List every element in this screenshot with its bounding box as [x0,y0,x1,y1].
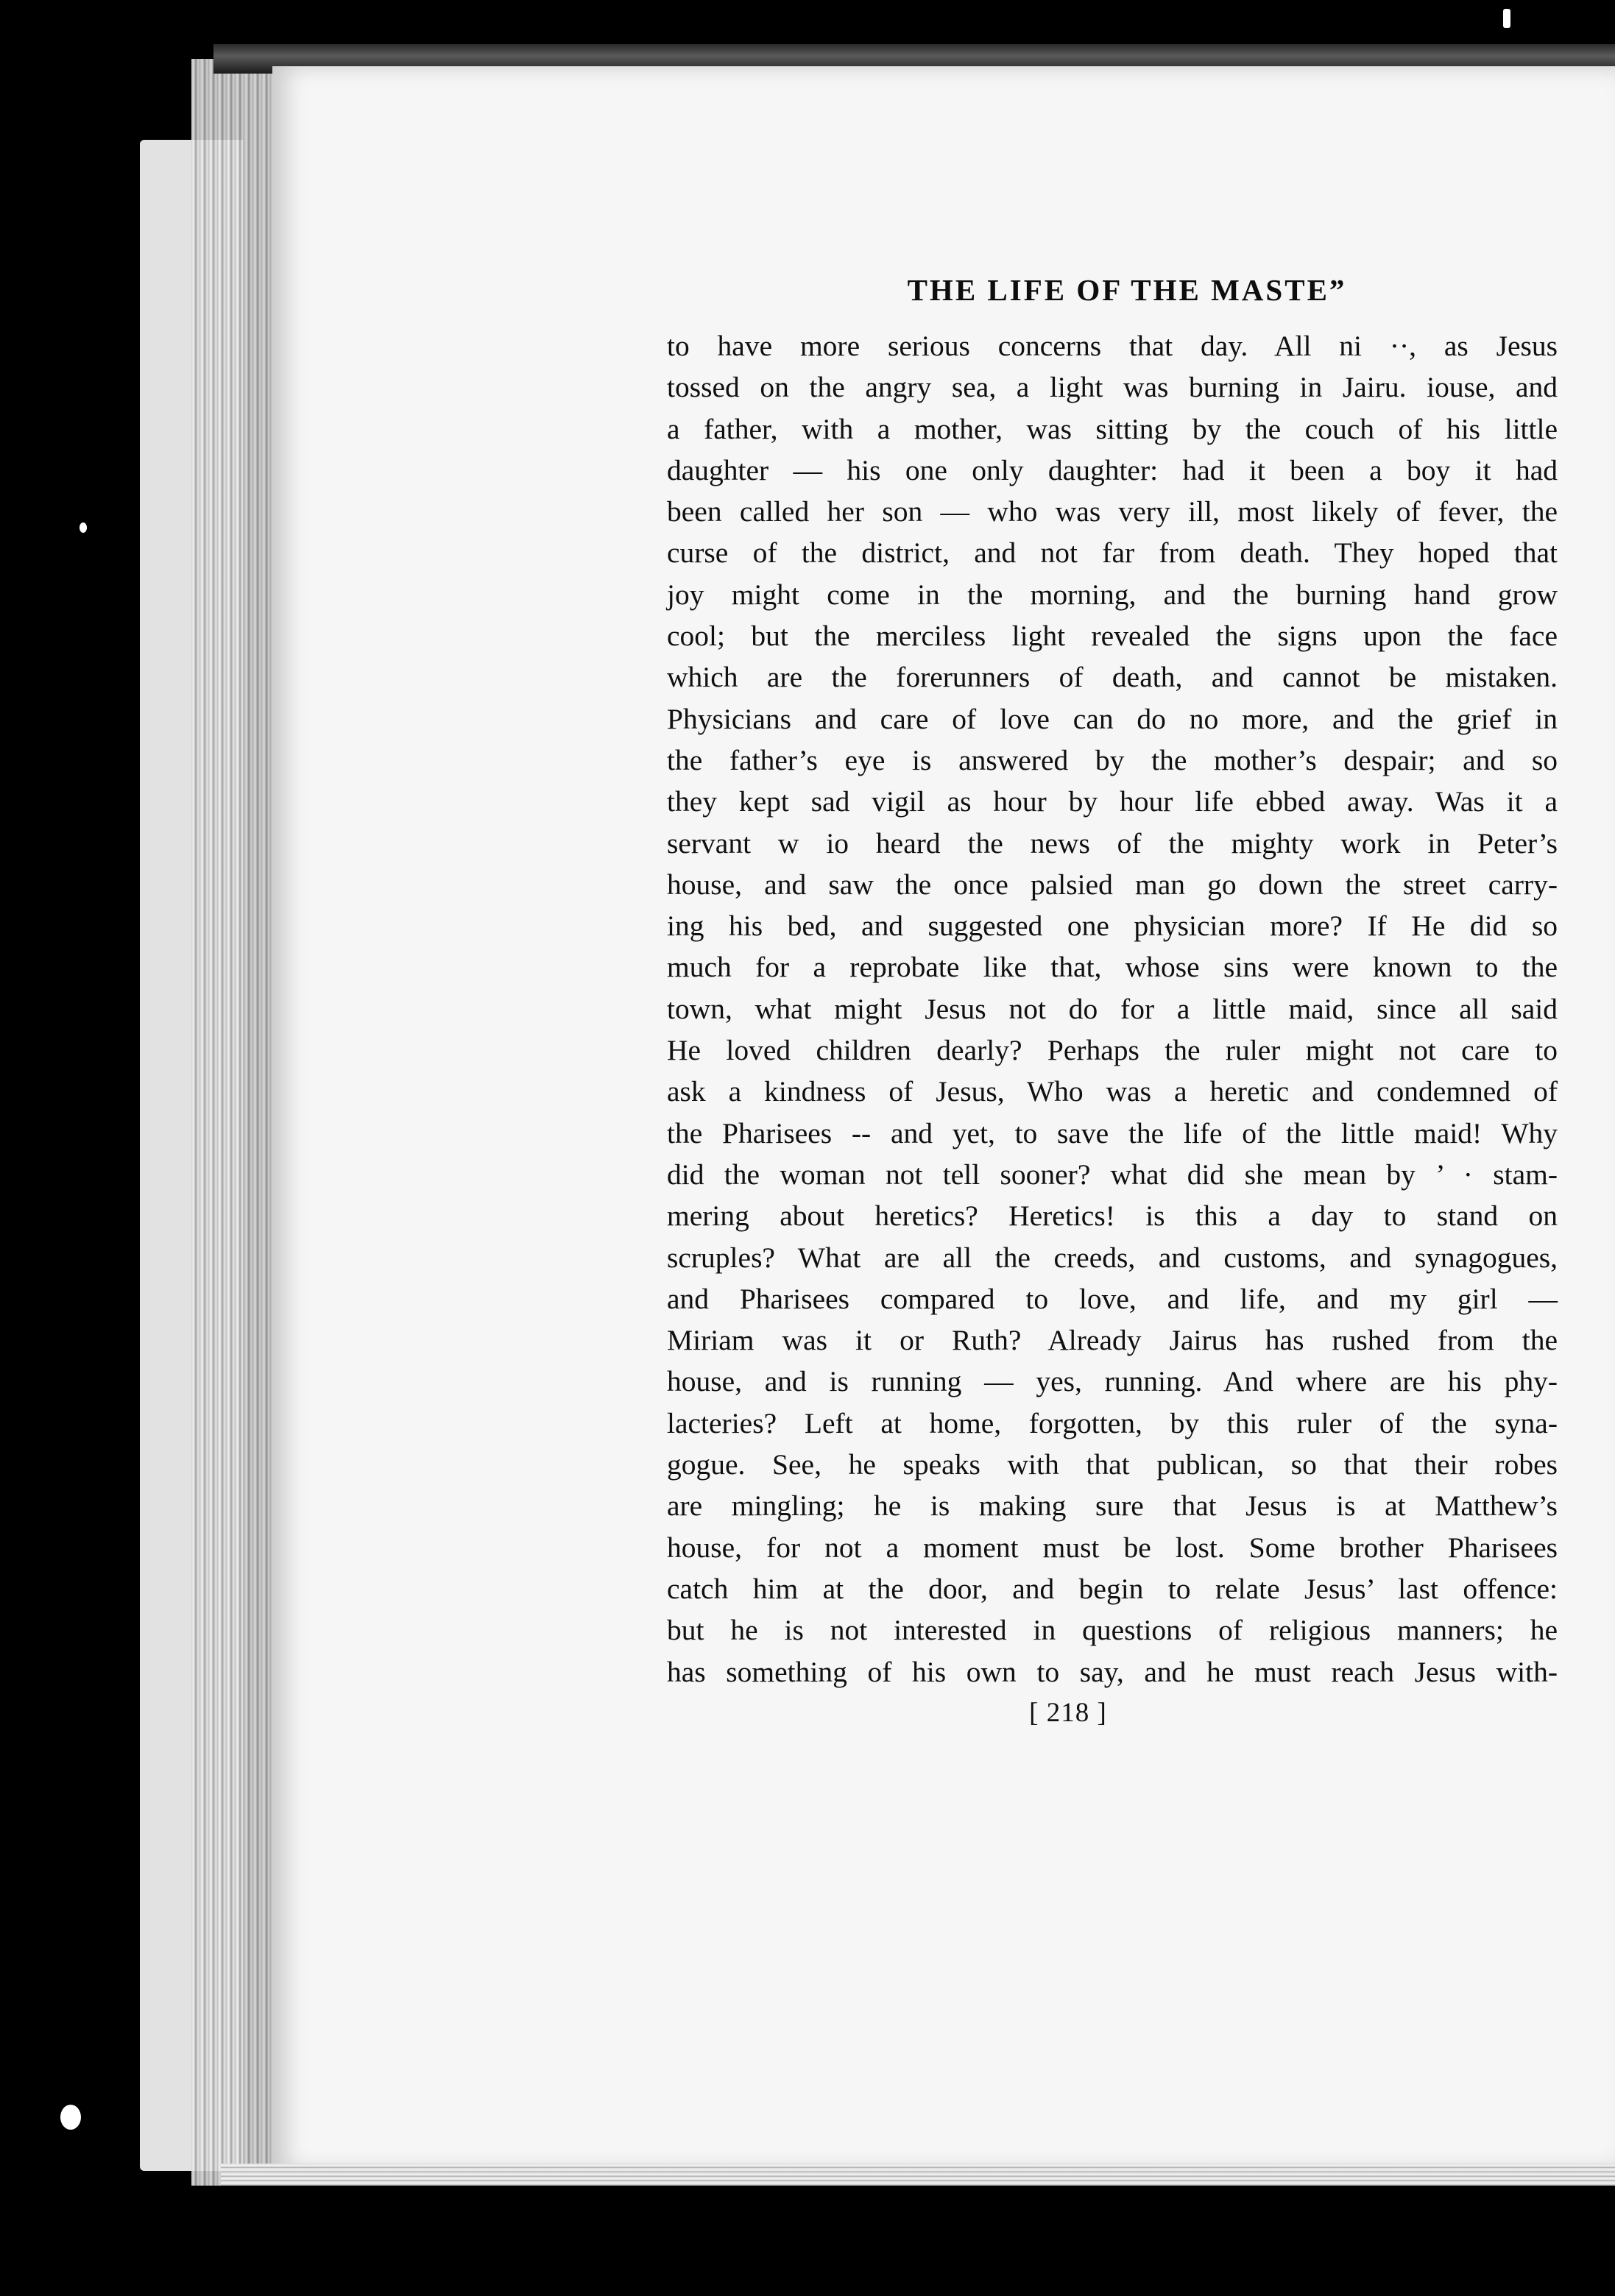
text-line: lacteries? Left at home, forgotten, by this ruler of the syna- [667,1406,1558,1439]
text-line: has something of his own to say, and he must reach Jesus with- [667,1655,1558,1688]
text-line: house, for not a moment must be lost. Some brother Pharisees [667,1531,1558,1564]
text-line: Miriam was it or Ruth? Already Jairus has rushed from the [667,1324,1558,1357]
text-column [667,272,1558,1729]
text-line: been called her son — who was very ill, most likely of fever, the [667,495,1558,528]
text-line: joy might come in the morning, and the burning hand grow [667,578,1558,611]
text-line: did the woman not tell sooner? what did she mean by ’ · stam- [667,1158,1558,1191]
text-line: curse of the district, and not far from death. They hoped that [667,536,1558,570]
text-line: ask a kindness of Jesus, Who was a heretic and condemned of [667,1075,1558,1108]
text-line: a father, with a mother, was sitting by the couch of his little [667,412,1558,445]
running-head: THE LIFE OF THE MASTE” [907,273,1347,307]
text-line: the Pharisees -- and yet, to save the life of the little maid! Why [667,1116,1558,1149]
text-line: servant w io heard the news of the mighty work in Peter’s [667,826,1558,860]
page-bottom-edge [221,2164,1615,2186]
dust-speck [60,2105,81,2130]
body-text [667,325,1558,1693]
dust-speck [79,522,87,533]
text-line: gogue. See, he speaks with that publican, so that their robes [667,1448,1558,1481]
text-line: town, what might Jesus not do for a little maid, since all said [667,992,1558,1025]
text-line: house, and saw the once palsied man go down the street carry- [667,868,1558,901]
text-line: tossed on the angry sea, a light was burning in Jairu. iouse, and [667,371,1558,404]
text-line: He loved children dearly? Perhaps the ruler might not care to [667,1034,1558,1067]
text-line: catch him at the door, and begin to relate Jesus’ last offence: [667,1572,1558,1605]
text-line: daughter — his one only daughter: had it been a boy it had [667,453,1558,486]
text-line: are mingling; he is making sure that Jesus is at Matthew’s [667,1489,1558,1523]
text-line: mering about heretics? Heretics! is this a day to stand on [667,1200,1558,1233]
text-line: much for a reprobate like that, whose sins were known to the [667,951,1558,984]
text-line: and Pharisees compared to love, and life, and my girl — [667,1282,1558,1315]
text-line: which are the forerunners of death, and cannot be mistaken. [667,661,1558,694]
text-line: scruples? What are all the creeds, and customs, and synagogues, [667,1241,1558,1274]
page-number: [ 218 ] [1029,1697,1107,1728]
text-line: the father’s eye is answered by the mother’s despair; and so [667,743,1558,776]
text-line: they kept sad vigil as hour by hour life ebbed away. Was it a [667,785,1558,818]
text-line: to have more serious concerns that day. All ni ··, as Jesus [667,330,1558,362]
text-line: Physicians and care of love can do no more, and the grief in [667,702,1558,735]
page-block-edge [191,59,280,2186]
text-line: house, and is running — yes, running. And where are his phy- [667,1365,1558,1398]
text-line: cool; but the merciless light revealed the signs upon the face [667,620,1558,653]
dust-speck [1503,9,1510,28]
text-line: but he is not interested in questions of religious manners; he [667,1614,1558,1647]
text-line: ing his bed, and suggested one physician more? If He did so [667,910,1558,943]
